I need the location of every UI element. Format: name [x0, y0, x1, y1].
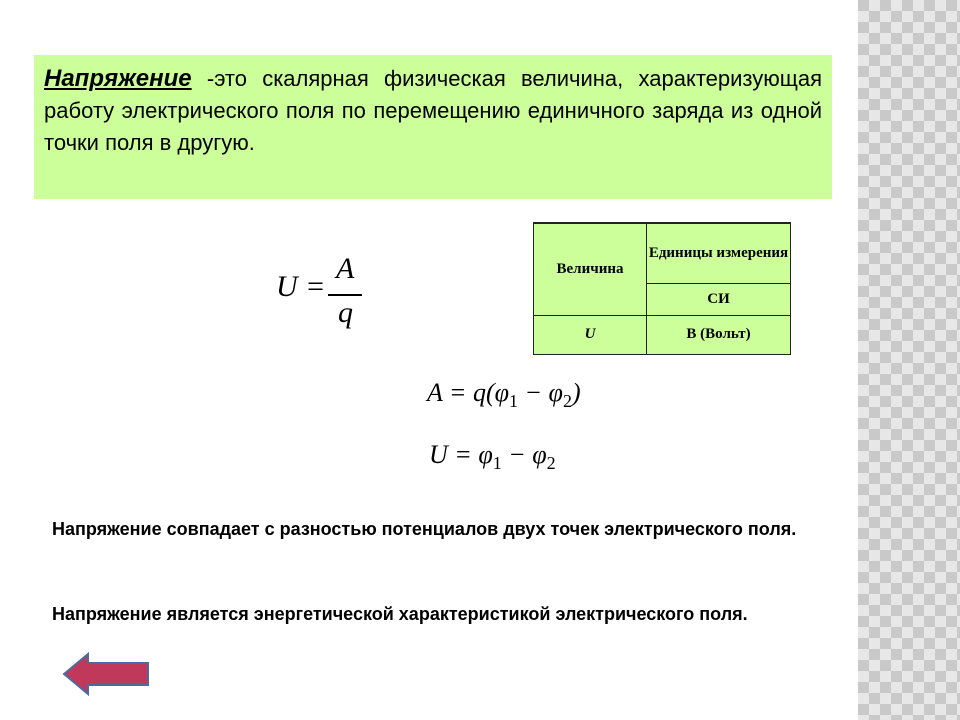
side-decor-pattern — [858, 0, 960, 720]
potential-difference-formula — [429, 440, 556, 474]
left-arrow-icon — [62, 652, 152, 696]
units-table — [533, 222, 791, 355]
header-quantity: Величина — [534, 223, 647, 315]
diff-formula-main: U = φ — [429, 440, 493, 469]
diff-formula-sub2: 2 — [546, 453, 556, 474]
row-symbol: U — [534, 315, 647, 354]
back-button[interactable] — [62, 652, 152, 701]
definition-text: -это скалярная физическая величина, характеризующая работу электрического поля по перемещению единичного заряда из одной точки поля в другую. — [44, 66, 822, 155]
work-formula-main: A = q(φ — [427, 378, 509, 407]
paragraph-potential-difference: Напряжение совпадает с разностью потенциалов двух точек электрического поля. — [52, 519, 797, 539]
work-formula-sub1: 1 — [509, 391, 518, 412]
definition-box — [34, 55, 832, 199]
formula-denominator: q — [338, 296, 353, 329]
formula-numerator: A — [336, 252, 355, 285]
row-unit: В (Вольт) — [647, 315, 791, 354]
formula-lhs: U = — [276, 270, 326, 303]
diff-formula-sub1: 1 — [492, 453, 502, 474]
header-units: Единицы измерения — [647, 223, 791, 283]
diff-formula-mid: − φ — [501, 440, 547, 469]
definition-term: Напряжение — [44, 65, 192, 92]
work-formula-sub2: 2 — [562, 391, 572, 412]
voltage-formula — [276, 252, 376, 336]
work-formula-mid: − φ — [518, 378, 563, 407]
header-si: СИ — [647, 283, 791, 315]
work-formula-end: ) — [571, 378, 581, 407]
work-formula — [427, 378, 581, 412]
paragraph-energy-characteristic: Напряжение является энергетической характеристикой электрического поля. — [52, 604, 748, 624]
